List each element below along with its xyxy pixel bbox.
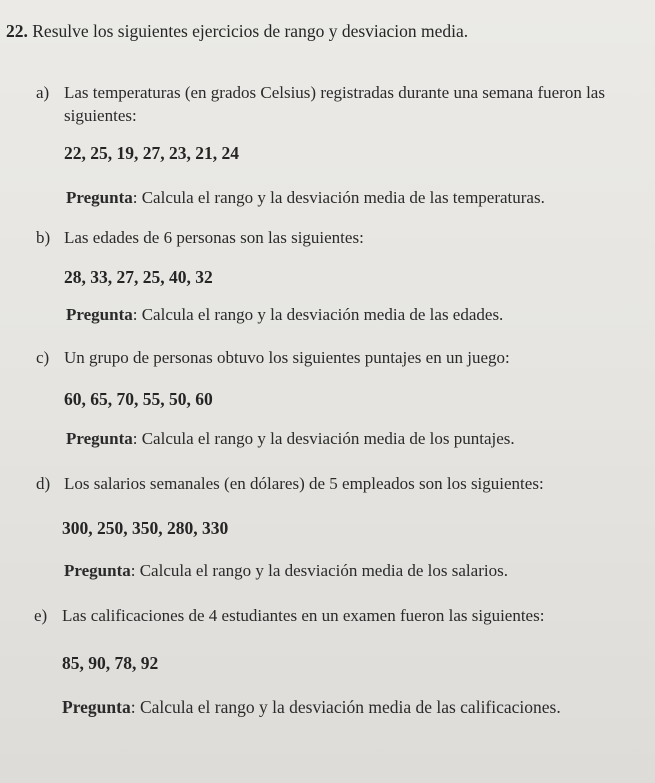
exercise-d-letter: d) xyxy=(36,474,51,493)
exercise-c-question-label: Pregunta xyxy=(66,429,133,448)
exercise-e-question-label: Pregunta xyxy=(62,697,131,717)
exercise-b-letter: b) xyxy=(36,228,51,247)
exercise-a-question-text: : Calcula el rango y la desviación media de las temperaturas. xyxy=(132,188,545,207)
exercise-a-letter: a) xyxy=(36,83,50,102)
exercise-b-question-label: Pregunta xyxy=(66,305,133,324)
exercise-c-letter: c) xyxy=(36,348,50,367)
exercise-a-statement-text: Las temperaturas (en grados Celsius) registradas durante una semana fueron las xyxy=(64,83,605,102)
exercise-number: 22. xyxy=(6,21,28,41)
exercise-d-question-label: Pregunta xyxy=(64,561,131,580)
exercise-b-statement-text: Las edades de 6 personas son las siguientes: xyxy=(64,228,364,247)
exercise-e-letter: e) xyxy=(34,606,48,625)
exercise-c-statement-text: Un grupo de personas obtuvo los siguientes puntajes en un juego: xyxy=(64,348,510,367)
exercise-a-data: 22, 25, 19, 27, 23, 21, 24 xyxy=(64,143,239,163)
exercise-title-text: Resulve los siguientes ejercicios de rango y desviacion media. xyxy=(32,21,469,41)
exercise-e-statement xyxy=(34,606,544,626)
exercise-a-statement-line2: siguientes: xyxy=(64,106,137,125)
exercise-b-statement xyxy=(36,228,364,248)
exercise-c-question xyxy=(66,429,515,449)
exercise-e-question-text: : Calcula el rango y la desviación media de las calificaciones. xyxy=(130,697,561,717)
exercise-c-statement xyxy=(36,348,510,368)
exercise-d-statement-text: Los salarios semanales (en dólares) de 5 empleados son los siguientes: xyxy=(64,474,544,493)
exercise-d-question xyxy=(64,561,508,581)
exercise-c-question-text: : Calcula el rango y la desviación media de los puntajes. xyxy=(132,429,515,448)
exercise-e-data: 85, 90, 78, 92 xyxy=(62,653,159,673)
exercise-b-question xyxy=(66,305,503,325)
exercise-c-data: 60, 65, 70, 55, 50, 60 xyxy=(64,389,213,409)
exercise-d-question-text: : Calcula el rango y la desviación media de los salarios. xyxy=(130,561,508,580)
exercise-a-statement-line1 xyxy=(36,83,605,103)
exercise-title xyxy=(6,21,468,42)
exercise-e-statement-text: Las calificaciones de 4 estudiantes en un examen fueron las siguientes: xyxy=(62,606,545,625)
exercise-b-question-text: : Calcula el rango y la desviación media de las edades. xyxy=(132,305,504,324)
exercise-a-question-label: Pregunta xyxy=(66,188,133,207)
exercise-a-question xyxy=(66,188,545,208)
exercise-e-question xyxy=(62,697,561,718)
exercise-b-data: 28, 33, 27, 25, 40, 32 xyxy=(64,267,213,287)
exercise-d-data: 300, 250, 350, 280, 330 xyxy=(62,518,229,538)
exercise-d-statement xyxy=(36,474,544,494)
